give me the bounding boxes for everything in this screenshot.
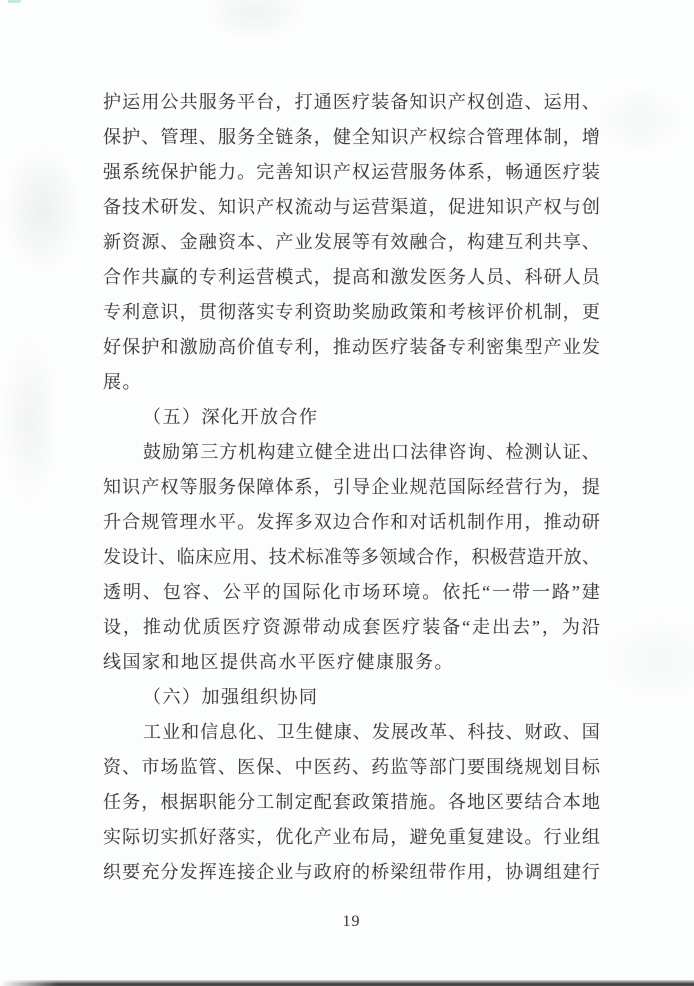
text-line: 工 业 和 信 息 化 、 卫 生 健 康 、 发 展 改 革 、 科 技 、 财 政 、 国 [143, 722, 600, 742]
text-line: 任 务 ， 根 据 职 能 分 工 制 定 配 套 政 策 措 施 。 各 地 区 要 结 合 本 地 [103, 792, 600, 812]
text-line: 合 作 共 赢 的 专 利 运 营 模 式 ， 提 高 和 激 发 医 务 人 员 、 科 研 人 员 [103, 267, 600, 287]
text-line: 保 护 、 管 理 、 服 务 全 链 条 ， 健 全 知 识 产 权 综 合 管 理 体 制 ， 增 [103, 127, 600, 147]
section-heading: （六）加强组织协同 [143, 687, 319, 707]
text-line: 织 要 充 分 发 挥 连 接 企 业 与 政 府 的 桥 梁 纽 带 作 用 ， 协 调 组 建 行 [103, 862, 600, 882]
document-body [103, 85, 600, 890]
text-line: 知 识 产 权 等 服 务 保 障 体 系 ， 引 导 企 业 规 范 国 际 经 营 行 为 ， 提 [103, 477, 600, 497]
text-line: 新 资 源 、 金 融 资 本 、 产 业 发 展 等 有 效 融 合 ， 构 建 互 利 共 享 、 [103, 232, 600, 252]
section-heading: （五）深化开放合作 [143, 407, 319, 427]
text-line: 护 运 用 公 共 服 务 平 台 ， 打 通 医 疗 装 备 知 识 产 权 创 造 、 运 用 、 [103, 92, 600, 112]
text-line: 展。 [103, 372, 142, 392]
text-line: 鼓 励 第 三 方 机 构 建 立 健 全 进 出 口 法 律 咨 询 、 检 测 认 证 、 [143, 442, 600, 462]
text-line: 升 合 规 管 理 水 平 。 发 挥 多 双 边 合 作 和 对 话 机 制 作 用 ， 推 动 研 [103, 512, 600, 532]
text-line: 好 保 护 和 激 励 高 价 值 专 利 ， 推 动 医 疗 装 备 专 利 密 集 型 产 业 发 [103, 337, 600, 357]
scan-edge-shadow [0, 980, 694, 986]
text-line: 备 技 术 研 发 、 知 识 产 权 流 动 与 运 营 渠 道 ， 促 进 知 识 产 权 与 创 [103, 197, 600, 217]
text-line: 透 明 、 包 容 、 公 平 的 国 际 化 市 场 环 境 。 依 托 “ 一 带 一 路 ” 建 [103, 582, 600, 602]
text-line: 线国家和地区提供高水平医疗健康服务。 [103, 652, 454, 672]
text-line: 专 利 意 识 ， 贯 彻 落 实 专 利 资 助 奖 励 政 策 和 考 核 评 价 机 制 ， 更 [103, 302, 600, 322]
text-line: 发 设 计 、 临 床 应 用 、 技 术 标 准 等 多 领 域 合 作 ， 积 极 营 造 开 放 、 [103, 547, 600, 567]
text-line: 资 、 市 场 监 管 、 医 保 、 中 医 药 、 药 监 等 部 门 要 围 绕 规 划 目 标 [103, 757, 600, 777]
text-line: 实 际 切 实 抓 好 落 实 ， 优 化 产 业 布 局 ， 避 免 重 复 建 设 。 行 业 组 [103, 827, 600, 847]
text-line: 强 系 统 保 护 能 力 。 完 善 知 识 产 权 运 营 服 务 体 系 ， 畅 通 医 疗 装 [103, 162, 600, 182]
scan-artifact [8, 0, 21, 3]
page-number: 19 [342, 913, 361, 930]
text-line: 设 ， 推 动 优 质 医 疗 资 源 带 动 成 套 医 疗 装 备 “ 走 出 去 ” ， 为 沿 [103, 617, 600, 637]
